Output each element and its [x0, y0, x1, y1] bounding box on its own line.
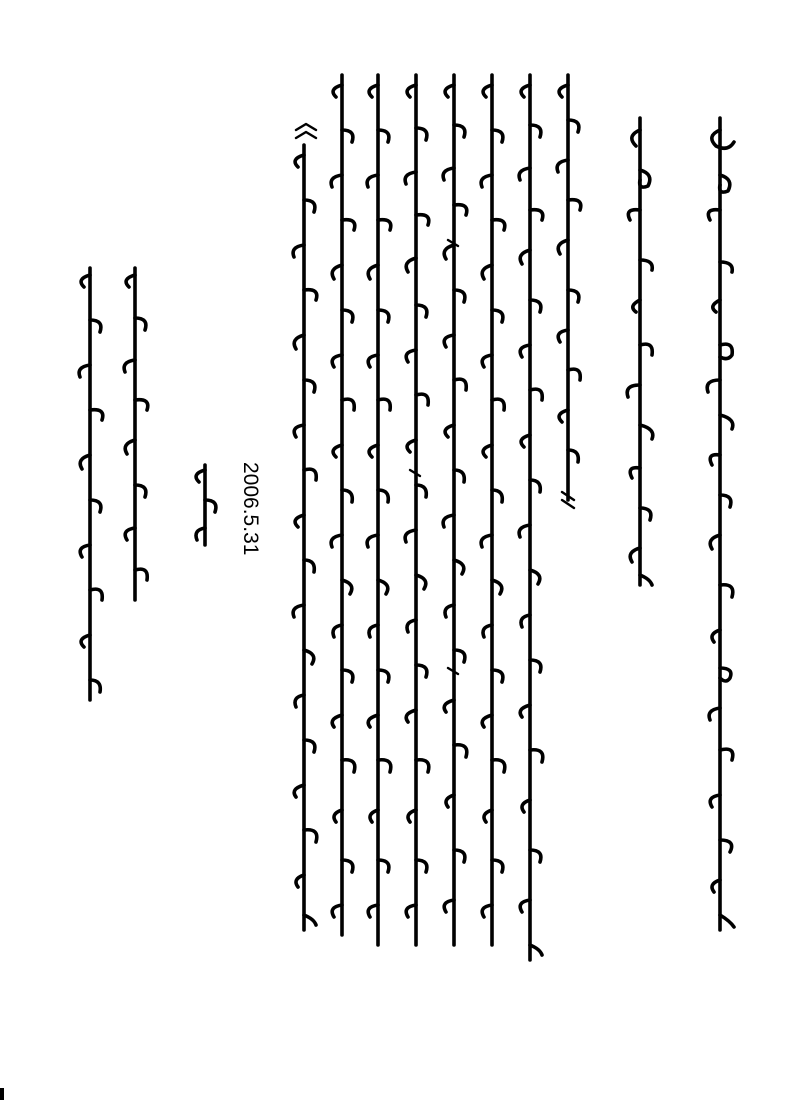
signature-column-1 — [115, 0, 155, 1102]
body-column-2 — [510, 0, 550, 1102]
body-column-5 — [396, 0, 436, 1102]
mongolian-script-glyphs — [700, 0, 740, 1102]
title-column-2 — [620, 0, 660, 1102]
signature-column-2 — [70, 0, 110, 1102]
body-column-3 — [472, 0, 512, 1102]
body-column-4 — [434, 0, 474, 1102]
date-line — [228, 462, 262, 572]
body-column-8 — [284, 0, 324, 1102]
body-column-1 — [548, 0, 588, 1102]
body-column-7 — [322, 0, 362, 1102]
document-date: 2006.5.31 — [239, 462, 262, 556]
title-column-1 — [700, 0, 740, 1102]
signature-short-column — [185, 0, 225, 1102]
body-column-6 — [358, 0, 398, 1102]
scan-edge-mark — [0, 1088, 4, 1100]
